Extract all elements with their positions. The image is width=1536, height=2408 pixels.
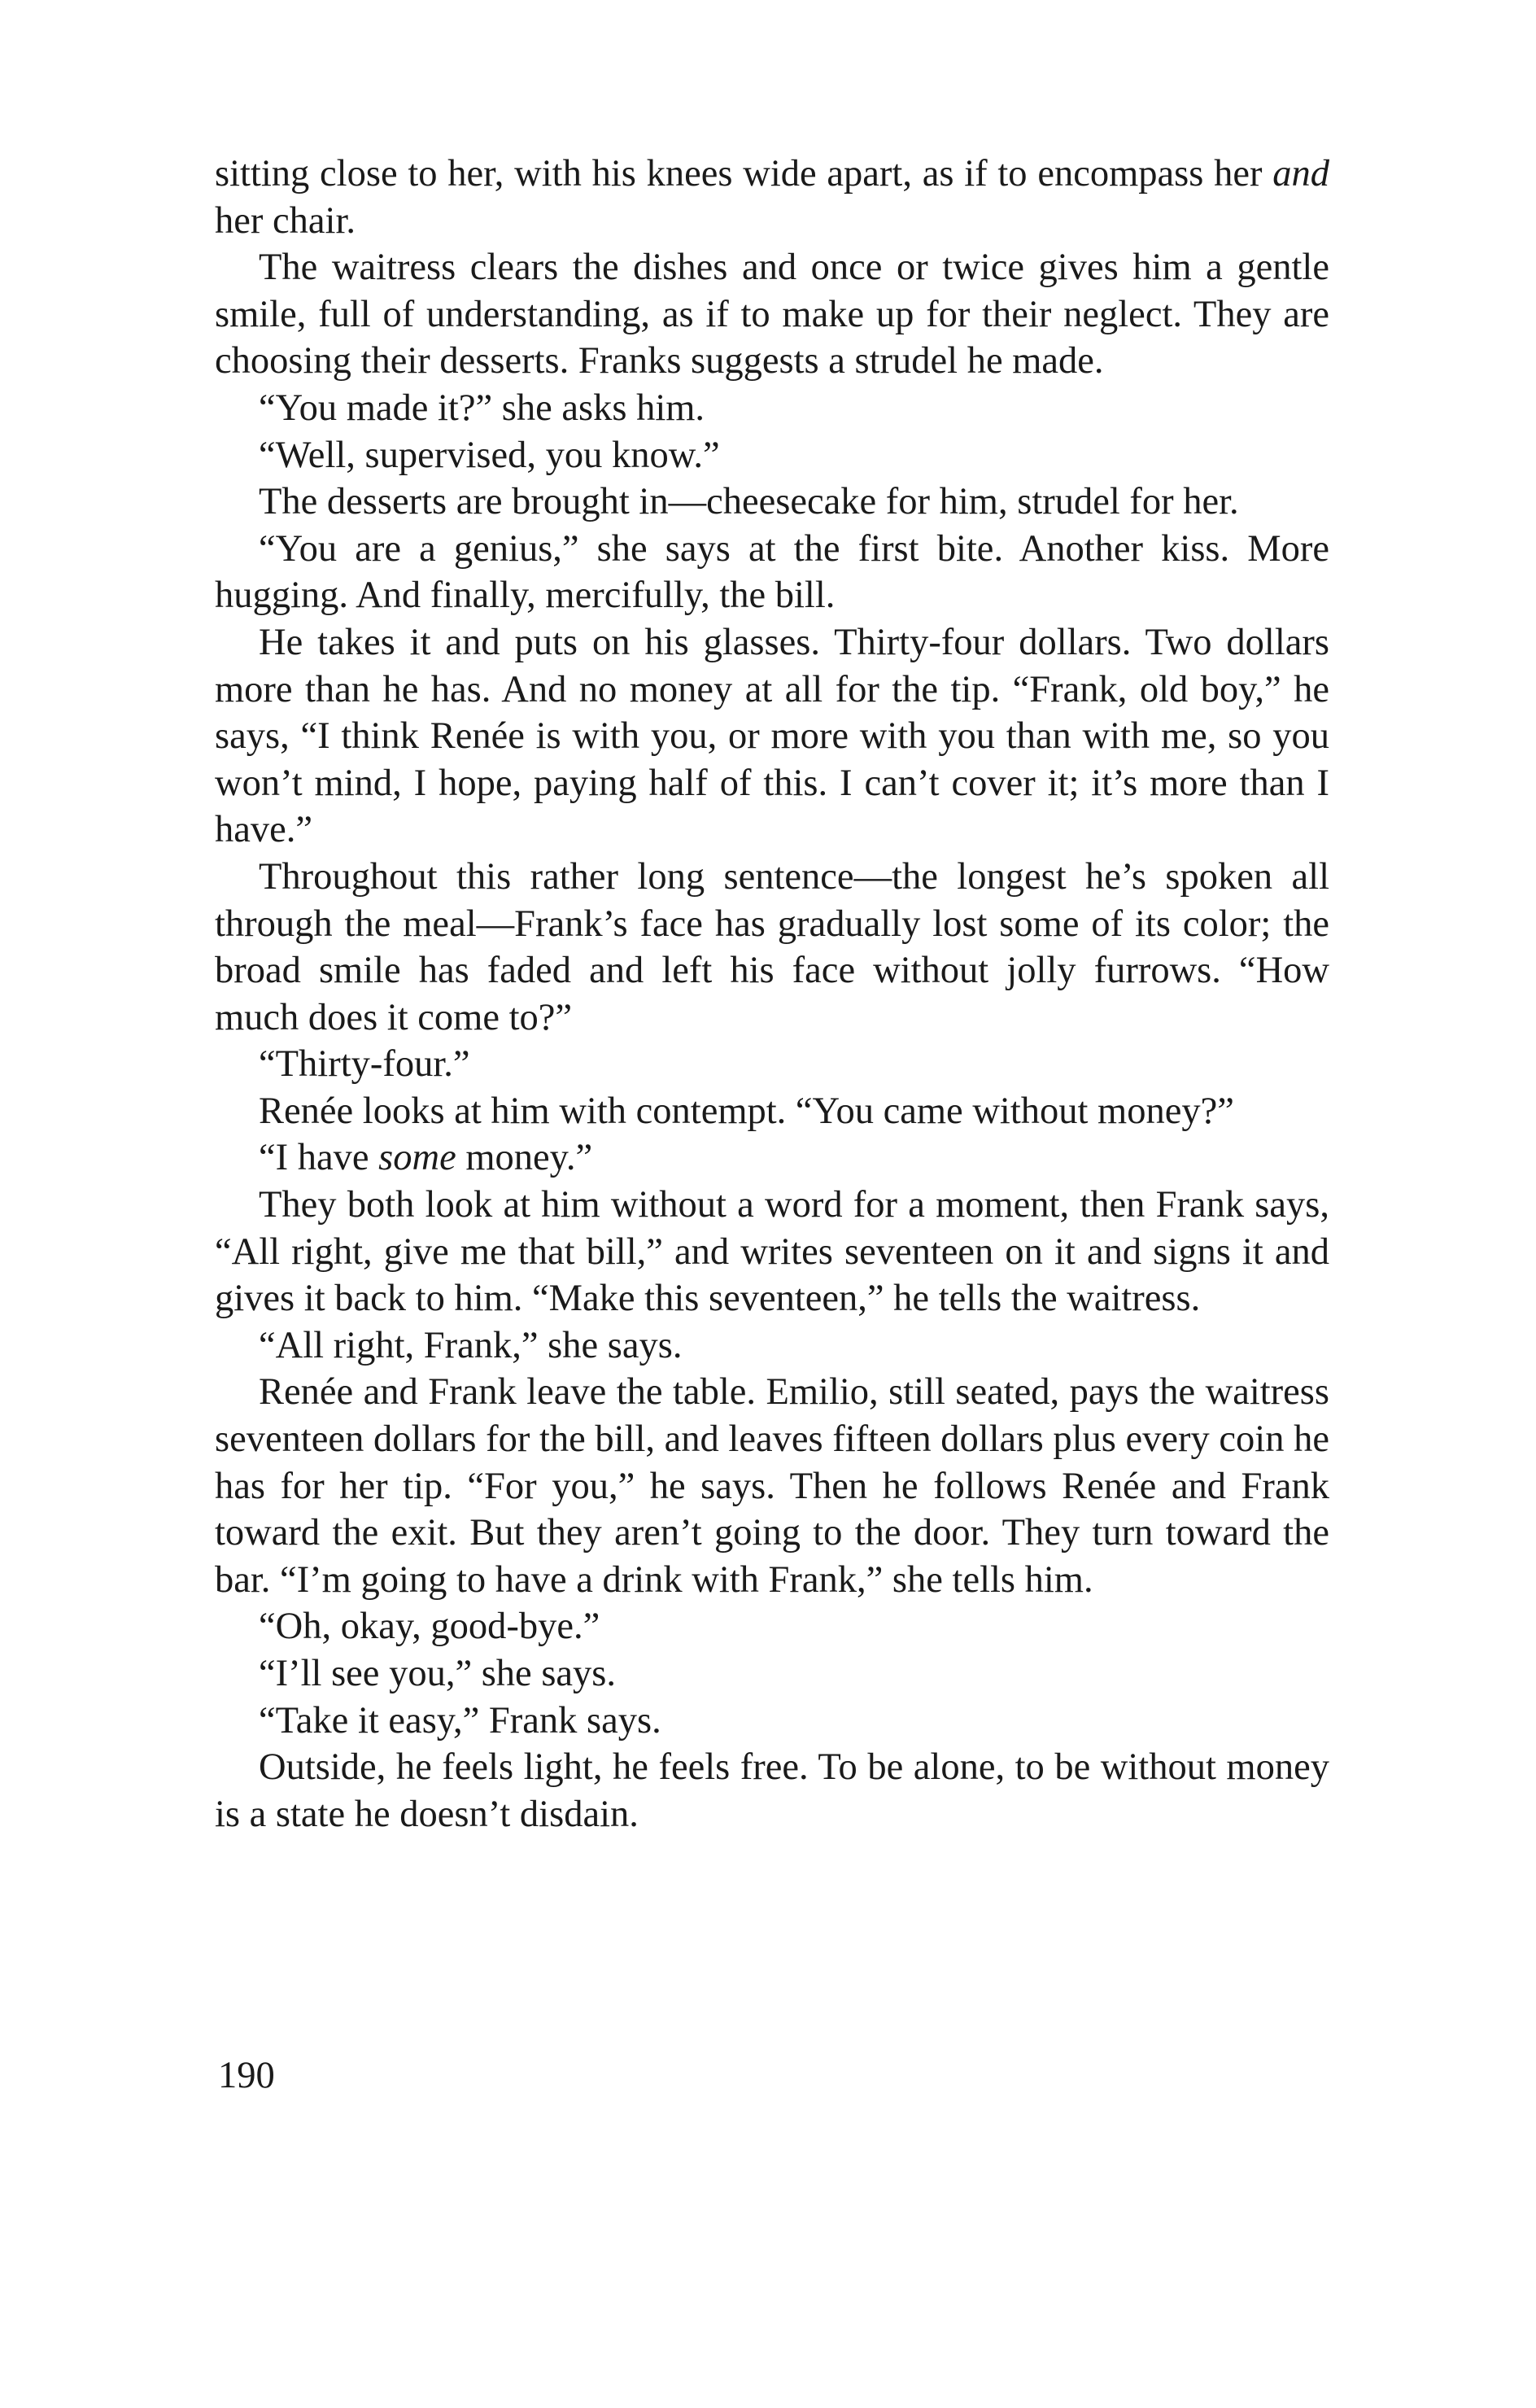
paragraph-7: He takes it and puts on his glasses. Thirty-four dollars. Two dollars more than he has. And no money at all for the tip. “Frank, old boy,” he says, “I think Renée is with you, or more with you than with me, so you won’t mind, I hope, paying half of this. I can’t cover it; it’s more than I have.” [215,621,1329,851]
paragraph-16: “I’ll see you,” she says. [259,1653,617,1694]
paragraph-8: Throughout this rather long sentence—the longest he’s spoken all through the meal—Frank’s face has gradually lost some of its color; the broad smile has faded and left his face without jolly furrows. “How much does it come to?” [215,855,1329,1038]
paragraph-4: “Well, supervised, you know.” [259,434,720,476]
paragraph-12: They both look at him without a word for a moment, then Frank says, “All right, give me that bill,” and writes seventeen on it and signs it and gives it back to him. “Make this seventeen,” he tells the waitress. [215,1184,1329,1320]
paragraph-9: “Thirty-four.” [259,1043,470,1086]
paragraph-14: Renée and Frank leave the table. Emilio, still seated, pays the waitress seventeen dollars for the bill, and leaves fifteen dollars plus every coin he has for her tip. “For you,” he says. Then he follows Renée and Frank toward the exit. But they aren’t going to the door. They turn toward the bar. “I’m going to have a drink with Frank,” she tells him. [215,1371,1329,1601]
paragraph-13: “All right, Frank,” she says. [259,1324,683,1366]
paragraph-1: sitting close to her, with his knees wide apart, as if to encompass her and her chair. [215,153,1329,242]
paragraph-3: “You made it?” she asks him. [259,387,705,429]
paragraph-15: “Oh, okay, good-bye.” [259,1606,600,1648]
emphasis-some: some [378,1137,456,1179]
emphasis-and: and [1272,153,1329,194]
paragraph-2: The waitress clears the dishes and once or twice gives him a gentle smile, full of understanding, as if to make up for their neglect. They are choosing their desserts. Franks suggests a strudel he made. [215,247,1329,382]
paragraph-17: “Take it easy,” Frank says. [259,1699,661,1742]
paragraph-18: Outside, he feels light, he feels free. To be alone, to be without money is a state he doesn’t disdain. [215,1746,1329,1835]
paragraph-5: The desserts are brought in—cheesecake for him, strudel for her. [259,481,1239,523]
page-number: 190 [218,2055,275,2096]
page-body [215,151,1329,1838]
paragraph-11: “I have some money.” [259,1137,593,1179]
paragraph-10: Renée looks at him with contempt. “You came without money?” [259,1090,1234,1132]
paragraph-6: “You are a genius,” she says at the first bite. Another kiss. More hugging. And finally, mercifully, the bill. [215,527,1329,617]
